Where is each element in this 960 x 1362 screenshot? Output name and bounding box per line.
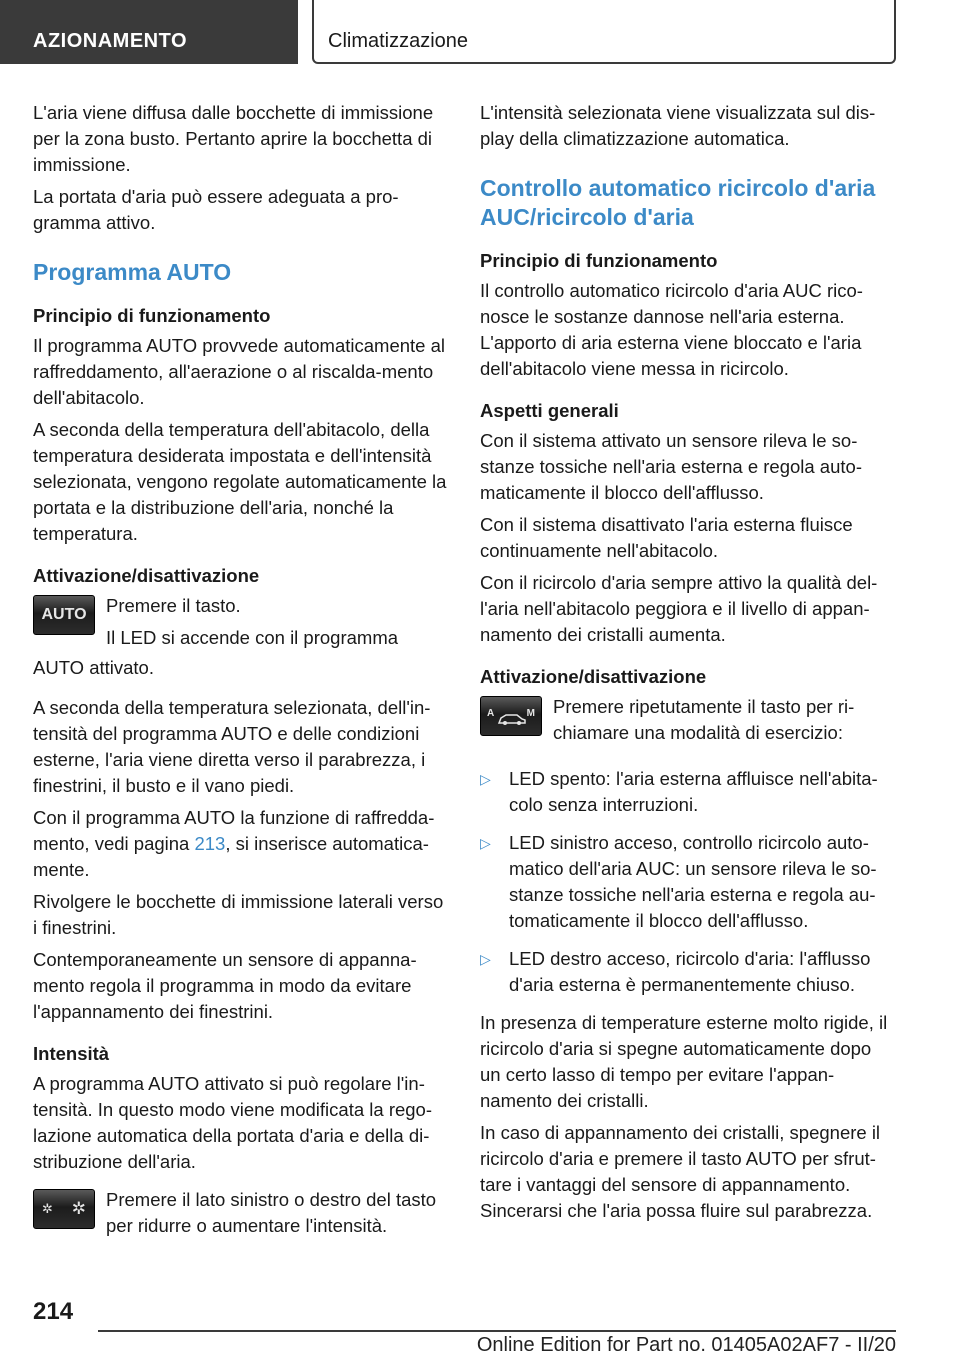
button-text: [106, 593, 398, 651]
paragraph: A seconda della temperatura dell'abitacolo, della temperatura desiderata impostata e dell'intensità selezionata, vengono regolate automaticamente la portata e la distribuzione dell'aria, nonché la temperatura.: [33, 419, 447, 544]
auto-button-label: AUTO: [41, 606, 87, 623]
paragraph: L'intensità selezionata viene visualizzata sul dis-play della climatizzazione automatica.: [480, 102, 876, 149]
fan-button-icon: [33, 1189, 95, 1229]
subheading-intensita: Intensità: [33, 1043, 110, 1064]
subheading-aspetti: Aspetti generali: [480, 400, 619, 421]
auc-button-icon: [480, 696, 542, 736]
triangle-bullet-icon: ▷: [480, 835, 491, 851]
paragraph: La portata d'aria può essere adeguata a pro-gramma attivo.: [33, 186, 399, 233]
list-item: [480, 946, 896, 998]
paragraph: In presenza di temperature esterne molto rigide, il ricircolo d'aria si spegne automaticamente dopo un certo lasso di tempo per evitare l'appan-namento dei cristalli.: [480, 1012, 888, 1111]
paragraph: L'aria viene diffusa dalle bocchette di immissione per la zona busto. Pertanto aprire la bocchetta di immissione.: [33, 102, 434, 175]
button-text: [553, 694, 896, 752]
chapter-tab: Climatizzazione: [312, 0, 896, 64]
subheading-attivazione: Attivazione/disattivazione: [33, 565, 260, 586]
paragraph: In caso di appannamento dei cristalli, spegnere il ricircolo d'aria e premere il tasto AUTO per sfrut-tare i vantaggi del sensore di appannamento. Sincerarsi che l'aria possa fluire sul parabrezza.: [480, 1122, 881, 1221]
paragraph: A seconda della temperatura selezionata, dell'in-tensità del programma AUTO e delle condizioni esterne, l'aria viene diretta verso il parabrezza, i finestrini, il busto e il vano piedi.: [33, 697, 431, 796]
mode-list: [480, 766, 896, 998]
page-number: 214: [33, 1298, 74, 1325]
left-column: [33, 100, 449, 1249]
auto-button-instruction: [33, 593, 449, 651]
page-header: [0, 0, 960, 64]
instruction-continuation: AUTO attivato.: [33, 657, 154, 678]
text: Con il programma AUTO la funzione di raffredda-mento, vedi pagina: [33, 807, 435, 854]
section-heading-auc: Controllo automatico ricircolo d'aria AUC/ricircolo d'aria: [480, 175, 876, 230]
auc-button-instruction: [480, 694, 896, 752]
triangle-bullet-icon: ▷: [480, 951, 491, 967]
footer-edition: Online Edition for Part no. 01405A02AF7 - II/20: [476, 1334, 896, 1356]
paragraph: Rivolgere le bocchette di immissione laterali verso i finestrini.: [33, 891, 444, 938]
triangle-bullet-icon: ▷: [480, 771, 491, 787]
subheading-principio: Principio di funzionamento: [33, 305, 271, 326]
paragraph: [33, 805, 449, 883]
car-recirculation-icon: [497, 712, 527, 726]
fan-button-instruction: [33, 1187, 449, 1245]
auc-label-a: A: [487, 708, 495, 719]
paragraph: Contemporaneamente un sensore di appanna-mento regola il programma in modo da evitare l'appannamento dei finestrini.: [33, 949, 417, 1022]
list-item: [480, 830, 896, 934]
instruction: Premere il lato sinistro o destro del tasto per ridurre o aumentare l'intensità.: [106, 1189, 437, 1236]
right-column: [480, 100, 896, 1230]
list-item-text: LED destro acceso, ricircolo d'aria: l'afflusso d'aria esterna è permanentemente chiuso.: [509, 948, 871, 995]
auc-label-m: M: [526, 708, 535, 719]
button-text: [106, 1187, 449, 1245]
list-item-text: LED sinistro acceso, controllo ricircolo auto-matico dell'aria AUC: un sensore rileva le so-stanze tossiche nell'aria esterna e regola au-tomaticamente il blocco dell'afflusso.: [509, 832, 877, 931]
subheading-principio: Principio di funzionamento: [480, 250, 718, 271]
page-link[interactable]: 213: [194, 833, 226, 854]
fan-large-icon: ✲: [71, 1199, 86, 1218]
list-item-text: LED spento: l'aria esterna affluisce nell'abita-colo senza interruzioni.: [509, 768, 878, 815]
list-item: [480, 766, 896, 818]
section-tab: AZIONAMENTO: [0, 0, 298, 64]
instruction: Premere il tasto.: [106, 595, 241, 616]
paragraph: A programma AUTO attivato si può regolare l'in-tensità. In questo modo viene modificata la rego-lazione automatica della portata d'aria e della di-stribuzione dell'aria.: [33, 1073, 433, 1172]
text: , si inserisce automatica-mente.: [33, 833, 429, 880]
section-heading-auto: Programma AUTO: [33, 259, 232, 285]
paragraph: Il controllo automatico ricircolo d'aria AUC rico-nosce le sostanze dannose nell'aria esterna. L'apporto di aria esterna viene bloccato e l'aria dell'abitacolo viene messa in ricircolo.: [480, 280, 863, 379]
paragraph: Con il sistema attivato un sensore rileva le so-stanze tossiche nell'aria esterna e regola auto-maticamente il blocco dell'afflusso.: [480, 430, 862, 503]
footer-divider: [98, 1330, 896, 1332]
paragraph: Il programma AUTO provvede automaticamente al raffreddamento, all'aerazione o al riscalda-mento dell'abitacolo.: [33, 335, 445, 408]
auto-button-icon: [33, 595, 95, 635]
instruction: Premere ripetutamente il tasto per ri-chiamare una modalità di esercizio:: [553, 696, 855, 743]
instruction: Il LED si accende con il programma: [106, 627, 399, 648]
paragraph: Con il ricircolo d'aria sempre attivo la qualità del-l'aria nell'abitacolo peggiora e il livello di appan-namento dei cristalli aumenta.: [480, 572, 878, 645]
subheading-attivazione: Attivazione/disattivazione: [480, 666, 707, 687]
fan-small-icon: ✲: [42, 1201, 53, 1216]
paragraph: Con il sistema disattivato l'aria esterna fluisce continuamente nell'abitacolo.: [480, 514, 853, 561]
